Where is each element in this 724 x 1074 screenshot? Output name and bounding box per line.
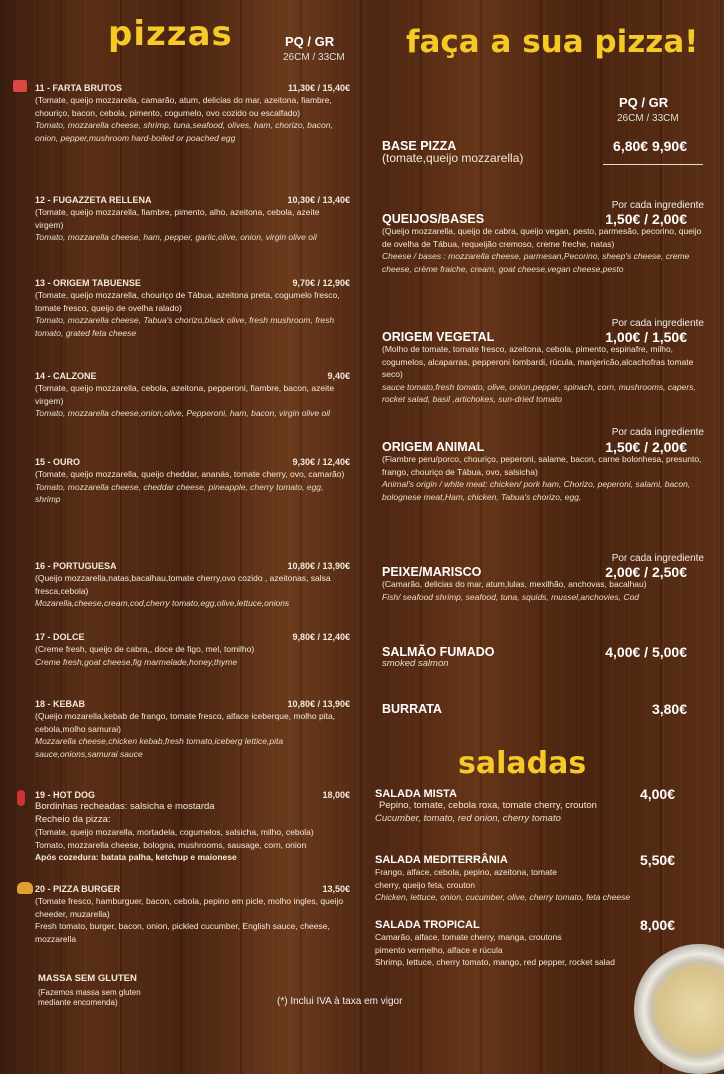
salad-item: SALADA TROPICAL 8,00€ Camarão, alface, tomate cherry, manga, croutons pimento vermelho, alface e rúcula Shrimp, lettuce, cherry tomato, mango, red pepper, rocket salad bbox=[375, 917, 675, 968]
base-pizza: BASE PIZZA 6,80€ 9,90€ (tomate,queijo mozzarella) bbox=[382, 138, 687, 166]
ingredient-group: PEIXE/MARISCO 2,00€ / 2,50€ (Camarão, delicias do mar, atum,lulas, mexilhão, anchovas, bacalhau) Fish/ seafood shrimp, seafood, tuna, squids, mussel,anchovies, Cod bbox=[382, 564, 687, 602]
salad-item: SALADA MISTA 4,00€ Pepino, tomate, cebola roxa, tomate cherry, crouton Cucumber, tomato, red onion, cherry tomato bbox=[375, 786, 675, 824]
footer-note: (*) Inclui IVA à taxa em vigor bbox=[277, 996, 403, 1007]
pizza-item: 11 - FARTA BRUTOS 11,30€ / 15,40€ (Tomate, queijo mozzarella, camarão, atum, delicias do mar, azeitona, fiambre, chouriço, bacon, cebola, pimento, cogumelo, ovo cozido ou escalfado) Tomato, mozzarella cheese, shrimp, tuna,seafood, olives, ham, chorizo, bacon, onion, pepper,mushroom hard-boiled or poached egg bbox=[35, 83, 350, 143]
faca-title: faça a sua pizza! bbox=[406, 24, 699, 60]
salad-item: SALADA MEDITERRÂNIA 5,50€ Frango, alface, cebola, pepino, azeitona, tomate cherry, queijo feta, crouton Chicken, lettuce, onion, cucumber, olive, cherry tomato, feta cheese bbox=[375, 852, 675, 903]
strong-man-icon bbox=[13, 80, 27, 92]
pizza-item: 18 - KEBAB 10,80€ / 13,90€ (Queijo mozarella,kebab de frango, tomate fresco, alface iceberque, molho pita, cebola,molho samurai) Mozzarella cheese,chicken kebab,fresh tomato,iceberg lettice,pita sauce,onions,samurai sauce bbox=[35, 699, 350, 759]
faca-size-sub: 26CM / 33CM bbox=[617, 113, 679, 124]
pizza-item: 15 - OURO 9,30€ / 12,40€ (Tomate, queijo mozzarella, queijo cheddar, ananás, tomate cherry, ovo, camarão) Tomato, mozzarella cheese, cheddar cheese, pineapple, cherry tomato, egg, shrimp bbox=[35, 457, 350, 505]
pizzas-size-label: PQ / GR bbox=[285, 34, 335, 49]
gluten-desc: (Fazemos massa sem gluten mediante encomenda) bbox=[38, 988, 141, 1007]
pizza-item: 12 - FUGAZZETA RELLENA 10,30€ / 13,40€ (Tomate, queijo mozzarella, fiambre, pimento, alho, azeitona, cebola, azeite virgem) Tomato, mozzarella cheese, ham, pepper, garlic,olive, onion, virgin olive oil bbox=[35, 195, 350, 243]
ingredient-group: BURRATA 3,80€ bbox=[382, 701, 687, 717]
ingredient-group: QUEIJOS/BASES 1,50€ / 2,00€ (Queijo mozzarella, queijo de cabra, queijo vegan, pesto, parmesão, pecorino, queijo de ovelha de Tábua, requeijão cremoso, creme freche, natas) Cheese / bases : mozzarella cheese, parmesan,Pecorino, sheep's cheese, creme cheese, crème fraiche, cream, goat cheese,vegan cheese,pesto bbox=[382, 211, 702, 274]
pizza-item: 20 - PIZZA BURGER 13,50€ (Tomate fresco, hamburguer, bacon, cebola, pepino em picle, molho ingles, queijo cheeder, muzarella) Fresh tomato, burger, bacon, onion, pickled cucumber, English sauce, cheese, mozzarella bbox=[35, 884, 350, 944]
hot-dog-icon bbox=[17, 790, 25, 806]
pizza-item: 19 - HOT DOG 18,00€ Bordinhas recheadas: salsicha e mostarda Recheio da pizza: (Tomate, queijo mozarella, mortadela, cogumelos, salsicha, milho, cebola) Tomato, mozzarella cheese, bologna, mushrooms, sausage, corn, onion Após cozedura: batata palha, ketchup e maionese bbox=[35, 790, 350, 863]
per-ingredient-label: Por cada ingrediente bbox=[611, 200, 704, 211]
per-ingredient-label: Por cada ingrediente bbox=[611, 318, 704, 329]
ingredient-group: ORIGEM ANIMAL 1,50€ / 2,00€ (Fiambre peru/porco, chouriço, peperoni, salame, bacon, carne bolonhesa, presunto, frango, chouriço de Tábua, ovo, salsicha) Animal's origin / white meat: chicken/ pork ham, Chorizo, peperoni, salami, bacon, bolognese meat,Ham, chicken, Tabua's chorizo, egg, bbox=[382, 439, 702, 502]
saladas-title: saladas bbox=[458, 746, 587, 781]
pizzas-title: pizzas bbox=[108, 14, 233, 54]
per-ingredient-label: Por cada ingrediente bbox=[611, 427, 704, 438]
faca-size-label: PQ / GR bbox=[619, 95, 669, 110]
pizza-item: 16 - PORTUGUESA 10,80€ / 13,90€ (Queijo mozzarella,natas,bacalhau,tomate cherry,ovo cozido , azeitonas, salsa fresca,cebola) Mozarella,cheese,cream,cod,cherry tomato,egg,olive,lettuce,onions bbox=[35, 561, 350, 609]
pizzas-size-sub: 26CM / 33CM bbox=[283, 52, 345, 63]
per-ingredient-label: Por cada ingrediente bbox=[611, 553, 704, 564]
ingredient-group: ORIGEM VEGETAL 1,00€ / 1,50€ (Molho de tomate, tomate fresco, azeitona, cebola, pimento, espinafre, milho, cogumelos, alcaparras, pepperoni lombardi, rúcula, manjericão,alcachofras tomate seco) sauce tomato,fresh tomato, olive, onion,pepper, spinach, corn, mushrooms, capers, rocket salad, basil ,artichokes, sun-dried tomato bbox=[382, 329, 696, 405]
divider bbox=[603, 164, 703, 165]
gluten-title: MASSA SEM GLUTEN bbox=[38, 973, 137, 984]
ingredient-group: SALMÃO FUMADO 4,00€ / 5,00€ smoked salmon bbox=[382, 644, 687, 670]
pizza-item: 13 - ORIGEM TABUENSE 9,70€ / 12,90€ (Tomate, queijo mozzarella, chouriço de Tábua, azeitona preta, cogumelo fresco, tomate fresco, queijo de ovelha ralado) Tomato, mozzarella cheese, Tabua's chorizo,black olive, fresh mushroom, fresh tomato, grated feta cheese bbox=[35, 278, 350, 338]
pizza-item: 17 - DOLCE 9,80€ / 12,40€ (Creme fresh, queijo de cabra,, doce de figo, mel, tomilho) Creme fresh,goat cheese,fig marmelade,honey,thyme bbox=[35, 632, 350, 667]
pizza-item: 14 - CALZONE 9,40€ (Tomate, queijo mozzarella, cebola, azeitona, pepperoni, fiambre, bacon, azeite virgem) Tomato, mozzarella cheese,onion,olive, Pepperoni, ham, bacon, virgin olive oil bbox=[35, 371, 350, 419]
burger-icon bbox=[17, 882, 33, 894]
